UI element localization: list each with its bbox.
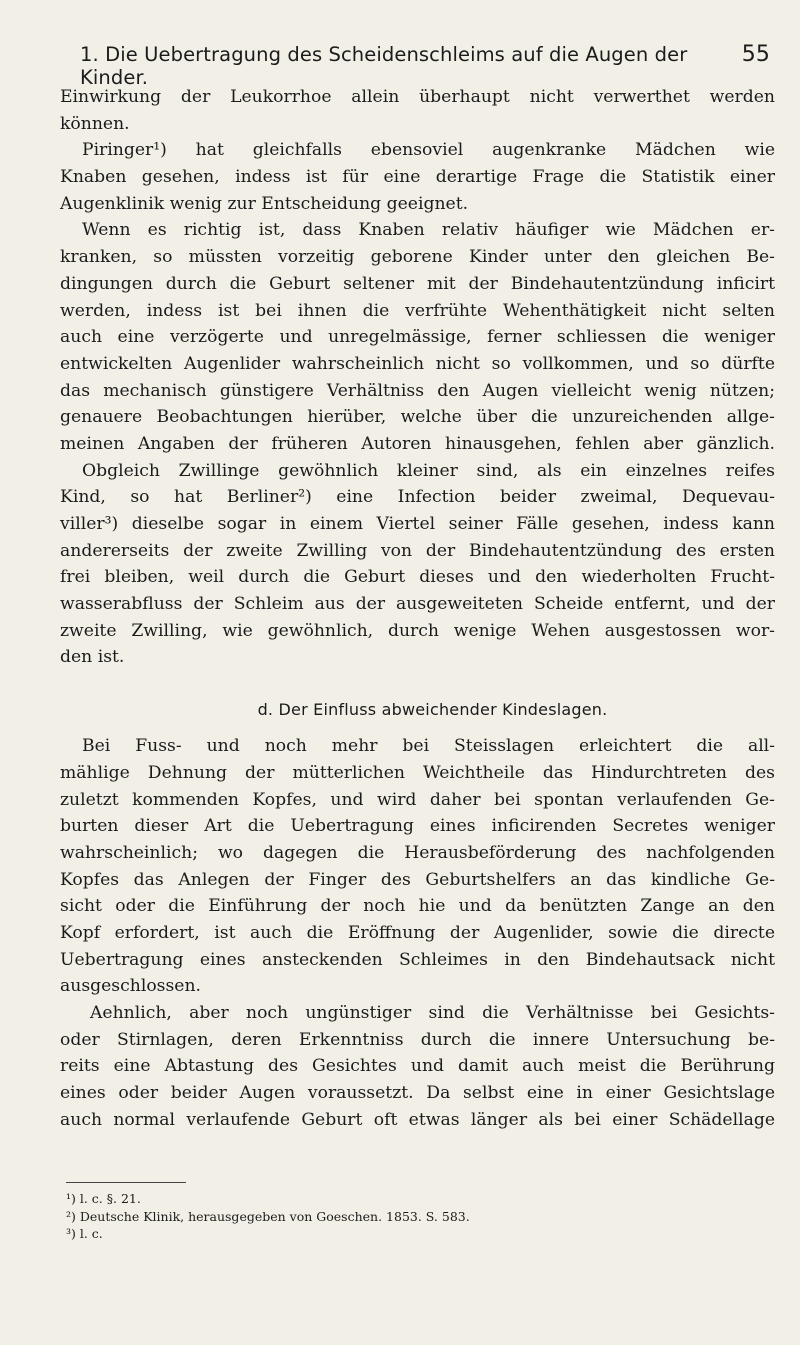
text-line: burten dieser Art die Uebertragung eines inficirenden Secretes weniger xyxy=(60,816,775,837)
footnote: ¹) l. c. §. 21. xyxy=(66,1191,141,1206)
text-line: Knaben gesehen, indess ist für eine derartige Frage die Statistik einer xyxy=(60,167,775,188)
page-number: 55 xyxy=(741,42,770,67)
text-line: werden, indess ist bei ihnen die verfrühte Wehenthätigkeit nicht selten xyxy=(60,300,775,321)
text-line: das mechanisch günstigere Verhältniss den Augen vielleicht wenig nützen; xyxy=(60,380,775,401)
running-header xyxy=(80,42,770,89)
text-line: Einwirkung der Leukorrhoe allein überhaupt nicht verwerthet werden xyxy=(60,87,775,107)
text-line: genauere Beobachtungen hierüber, welche über die unzureichenden allge- xyxy=(60,407,775,428)
text-line: Kind, so hat Berliner²) eine Infection beider zweimal, Dequevau- xyxy=(60,487,775,508)
text-line: wasserabfluss der Schleim aus der ausgeweiteten Scheide entfernt, und der xyxy=(60,594,775,615)
text-line: viller³) dieselbe sogar in einem Viertel seiner Fälle gesehen, indess kann xyxy=(60,514,775,534)
section-heading: d. Der Einfluss abweichender Kindeslagen. xyxy=(257,700,608,720)
text-line: Bei Fuss- und noch mehr bei Steisslagen erleichtert die all- xyxy=(82,736,775,757)
text-line: Kopf erfordert, ist auch die Eröffnung der Augenlider, sowie die directe xyxy=(60,922,775,943)
text-line: den ist. xyxy=(60,647,125,668)
text-line: sicht oder die Einführung der noch hie und da benützten Zange an den xyxy=(60,896,775,917)
text-line: oder Stirnlagen, deren Erkenntniss durch die innere Untersuchung be- xyxy=(60,1029,775,1050)
text-line: Kopfes das Anlegen der Finger des Geburtshelfers an das kindliche Ge- xyxy=(60,869,775,890)
text-line: meinen Angaben der früheren Autoren hinausgehen, fehlen aber gänzlich. xyxy=(60,433,775,454)
footnote-rule xyxy=(66,1182,186,1183)
text-line: können. xyxy=(60,113,130,134)
text-line: Uebertragung eines ansteckenden Schleimes in den Bindehautsack nicht xyxy=(60,949,775,970)
text-line: reits eine Abtastung des Gesichtes und damit auch meist die Berührung xyxy=(60,1056,775,1077)
text-line: frei bleiben, weil durch die Geburt dieses und den wiederholten Frucht- xyxy=(60,567,775,588)
text-line: Augenklinik wenig zur Entscheidung geeignet. xyxy=(60,193,469,214)
text-line: dingungen durch die Geburt seltener mit der Bindehautentzündung inficirt xyxy=(60,273,775,294)
text-line: entwickelten Augenlider wahrscheinlich nicht so vollkommen, und so dürfte xyxy=(60,353,775,374)
text-line: Wenn es richtig ist, dass Knaben relativ häufiger wie Mädchen er- xyxy=(82,220,775,241)
text-line: Piringer¹) hat gleichfalls ebensoviel augenkranke Mädchen wie xyxy=(82,140,775,161)
text-line: Aehnlich, aber noch ungünstiger sind die Verhältnisse bei Gesichts- xyxy=(90,1003,775,1023)
body-text xyxy=(60,84,775,1133)
footnotes xyxy=(66,1190,470,1243)
text-line: auch eine verzögerte und unregelmässige, ferner schliessen die weniger xyxy=(60,327,775,348)
text-line: zweite Zwilling, wie gewöhnlich, durch wenige Wehen ausgestossen wor- xyxy=(60,620,775,641)
running-title: 1. Die Uebertragung des Scheidenschleims auf die Augen der Kinder. xyxy=(80,43,688,89)
text-line: mählige Dehnung der mütterlichen Weichtheile das Hindurchtreten des xyxy=(60,762,775,783)
text-line: wahrscheinlich; wo dagegen die Herausbeförderung des nachfolgenden xyxy=(60,842,775,863)
footnote: ²) Deutsche Klinik, herausgegeben von Goeschen. 1853. S. 583. xyxy=(66,1208,470,1224)
text-line: eines oder beider Augen voraussetzt. Da selbst eine in einer Gesichtslage xyxy=(60,1083,775,1104)
footnote: ³) l. c. xyxy=(66,1226,103,1241)
text-line: andererseits der zweite Zwilling von der Bindehautentzündung des ersten xyxy=(60,540,775,561)
text-line: ausgeschlossen. xyxy=(60,976,202,997)
text-line: zuletzt kommenden Kopfes, und wird daher bei spontan verlaufenden Ge- xyxy=(60,789,775,810)
text-line: Obgleich Zwillinge gewöhnlich kleiner sind, als ein einzelnes reifes xyxy=(82,460,775,481)
text-line: auch normal verlaufende Geburt oft etwas länger als bei einer Schädellage xyxy=(60,1109,775,1130)
text-line: kranken, so müssten vorzeitig geborene Kinder unter den gleichen Be- xyxy=(60,247,775,268)
